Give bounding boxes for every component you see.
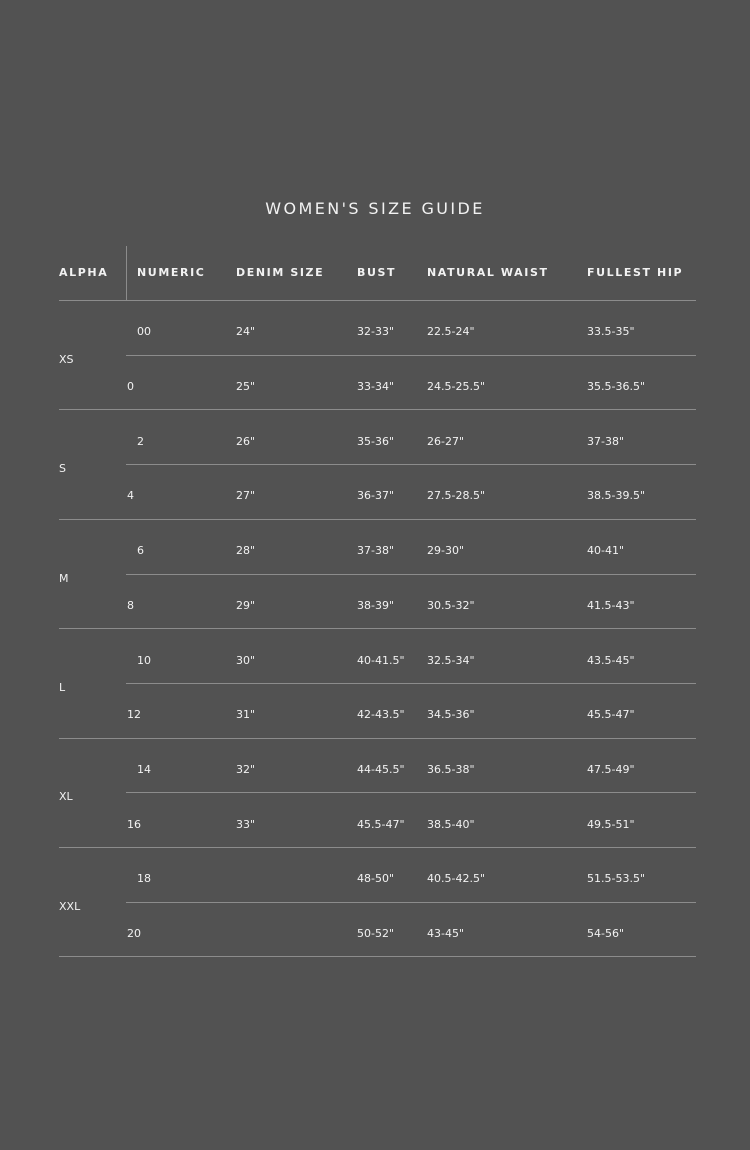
- cell-denim: 24": [236, 325, 256, 338]
- cell-hip: 49.5-51": [587, 818, 635, 831]
- row-divider: [126, 355, 696, 356]
- cell-bust: 40-41.5": [357, 654, 405, 667]
- group-divider: [59, 628, 696, 629]
- group-divider: [59, 847, 696, 848]
- row-divider: [126, 574, 696, 575]
- cell-bust: 38-39": [357, 599, 395, 612]
- header-denim-size: DENIM SIZE: [236, 266, 325, 279]
- cell-hip: 51.5-53.5": [587, 872, 646, 885]
- cell-numeric: 16: [127, 818, 141, 831]
- row-divider: [126, 902, 696, 903]
- cell-numeric: 20: [127, 927, 141, 940]
- cell-bust: 44-45.5": [357, 763, 405, 776]
- cell-waist: 30.5-32": [427, 599, 475, 612]
- cell-waist: 32.5-34": [427, 654, 475, 667]
- cell-bust: 48-50": [357, 872, 395, 885]
- row-divider: [126, 792, 696, 793]
- cell-alpha: S: [59, 462, 66, 475]
- cell-hip: 54-56": [587, 927, 625, 940]
- cell-denim: 25": [236, 380, 256, 393]
- cell-alpha: M: [59, 572, 69, 585]
- cell-hip: 41.5-43": [587, 599, 635, 612]
- cell-waist: 40.5-42.5": [427, 872, 486, 885]
- page-title: WOMEN'S SIZE GUIDE: [265, 199, 485, 218]
- row-divider: [126, 683, 696, 684]
- cell-bust: 32-33": [357, 325, 395, 338]
- cell-numeric: 00: [137, 325, 151, 338]
- cell-waist: 36.5-38": [427, 763, 475, 776]
- header-numeric: NUMERIC: [137, 266, 206, 279]
- cell-numeric: 0: [127, 380, 134, 393]
- cell-bust: 36-37": [357, 489, 395, 502]
- cell-hip: 40-41": [587, 544, 625, 557]
- header-divider-vertical: [126, 246, 127, 300]
- header-alpha: ALPHA: [59, 266, 109, 279]
- group-divider: [59, 956, 696, 957]
- cell-hip: 45.5-47": [587, 708, 635, 721]
- cell-denim: 29": [236, 599, 256, 612]
- cell-bust: 50-52": [357, 927, 395, 940]
- group-divider: [59, 738, 696, 739]
- cell-alpha: XXL: [59, 900, 81, 913]
- cell-alpha: L: [59, 681, 66, 694]
- cell-denim: 30": [236, 654, 256, 667]
- group-divider: [59, 409, 696, 410]
- cell-waist: 43-45": [427, 927, 465, 940]
- cell-waist: 27.5-28.5": [427, 489, 486, 502]
- cell-numeric: 18: [137, 872, 151, 885]
- header-bust: BUST: [357, 266, 397, 279]
- cell-hip: 43.5-45": [587, 654, 635, 667]
- group-divider: [59, 519, 696, 520]
- cell-denim: 31": [236, 708, 256, 721]
- cell-numeric: 8: [127, 599, 134, 612]
- cell-alpha: XL: [59, 790, 73, 803]
- cell-denim: 27": [236, 489, 256, 502]
- cell-hip: 35.5-36.5": [587, 380, 646, 393]
- cell-numeric: 14: [137, 763, 151, 776]
- cell-numeric: 6: [137, 544, 144, 557]
- header-fullest-hip: FULLEST HIP: [587, 266, 684, 279]
- cell-denim: 33": [236, 818, 256, 831]
- cell-hip: 37-38": [587, 435, 625, 448]
- cell-bust: 45.5-47": [357, 818, 405, 831]
- header-divider: [59, 300, 696, 301]
- cell-waist: 29-30": [427, 544, 465, 557]
- header-natural-waist: NATURAL WAIST: [427, 266, 549, 279]
- cell-numeric: 12: [127, 708, 141, 721]
- cell-denim: 28": [236, 544, 256, 557]
- cell-waist: 24.5-25.5": [427, 380, 486, 393]
- cell-hip: 33.5-35": [587, 325, 635, 338]
- cell-bust: 35-36": [357, 435, 395, 448]
- cell-waist: 38.5-40": [427, 818, 475, 831]
- cell-bust: 37-38": [357, 544, 395, 557]
- cell-hip: 47.5-49": [587, 763, 635, 776]
- cell-numeric: 4: [127, 489, 134, 502]
- cell-denim: 26": [236, 435, 256, 448]
- cell-hip: 38.5-39.5": [587, 489, 646, 502]
- cell-denim: 32": [236, 763, 256, 776]
- cell-waist: 22.5-24": [427, 325, 475, 338]
- row-divider: [126, 464, 696, 465]
- cell-numeric: 2: [137, 435, 144, 448]
- cell-bust: 33-34": [357, 380, 395, 393]
- cell-waist: 34.5-36": [427, 708, 475, 721]
- cell-bust: 42-43.5": [357, 708, 405, 721]
- cell-waist: 26-27": [427, 435, 465, 448]
- cell-alpha: XS: [59, 353, 74, 366]
- cell-numeric: 10: [137, 654, 151, 667]
